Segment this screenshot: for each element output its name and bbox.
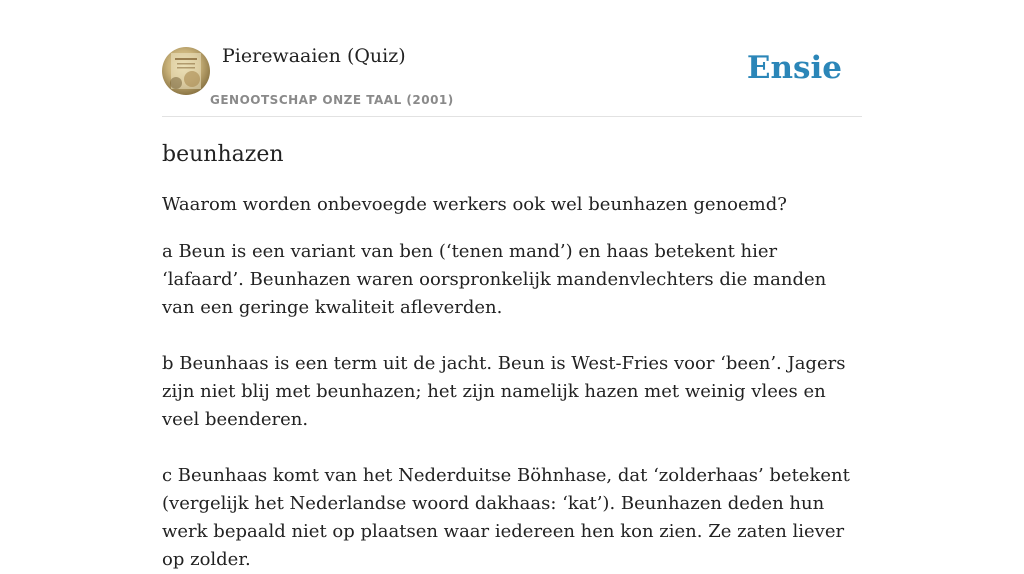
page (162, 0, 862, 574)
book-meta: GENOOTSCHAP ONZE TAAL (2001) (210, 93, 454, 107)
quiz-question: Waarom worden onbevoegde werkers ook wel beunhazen genoemd? (162, 194, 787, 215)
header (162, 0, 862, 117)
book-title-link[interactable]: Pierewaaien (Quiz) (222, 45, 406, 67)
entry-title: beunhazen (162, 142, 284, 167)
brand-logo-link[interactable]: Ensie (746, 50, 842, 86)
answer-option-b: b Beunhaas is een term uit de jacht. Beun is West-Fries voor ‘been’. Jagers zijn niet blij met beunhazen; het zijn namelijk hazen met weinig vlees en veel beenderen. (162, 353, 846, 430)
book-cover-avatar[interactable] (162, 47, 210, 95)
book-cover-image (162, 47, 210, 95)
answer-option-a: a Beun is een variant van ben (‘tenen mand’) en haas betekent hier ‘lafaard’. Beunhazen waren oorspronkelijk mandenvlechters die manden van een geringe kwaliteit afleverden. (162, 241, 827, 318)
answer-option-c: c Beunhaas komt van het Nederduitse Böhnhase, dat ‘zolderhaas’ betekent (vergelijk het Nederlandse woord dakhaas: ‘kat’). Beunhazen deden hun werk bepaald niet op plaatsen waar iedereen hen kon zien. Ze zaten liever op zolder. (162, 465, 850, 570)
